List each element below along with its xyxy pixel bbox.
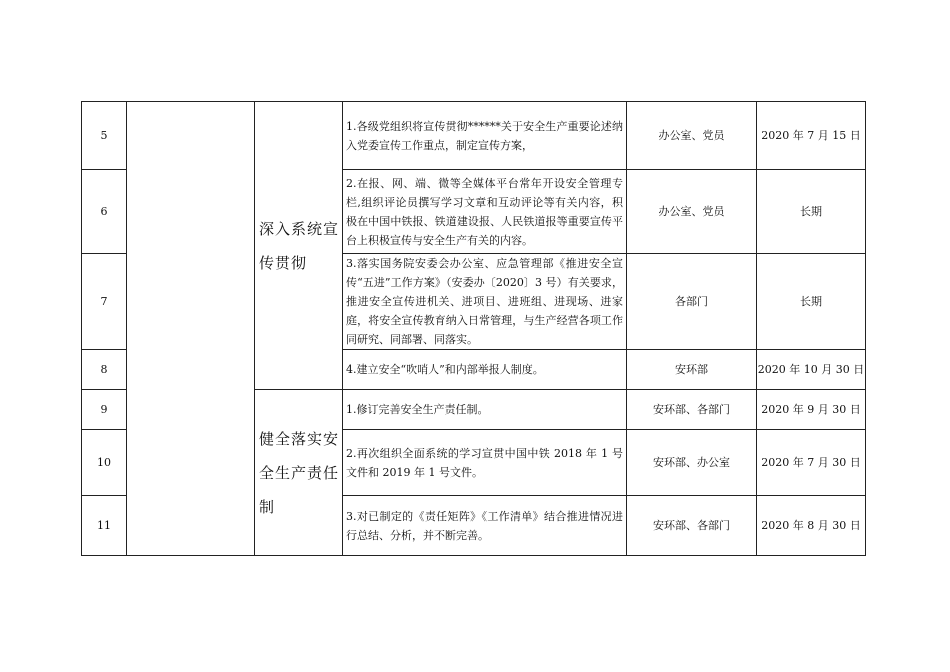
task-description: 3.落实国务院安委会办公室、应急管理部《推进安全宣传“五进”工作方案》（安委办〔2020〕3 号）有关要求，推进安全宣传进机关、进项目、进班组、进现场、进家庭，将安全宣传教育纳入日常管理，与生产经营各项工作同研究、同部署、同落实。 xyxy=(343,254,627,350)
deadline: 2020 年 10 月 30 日 xyxy=(757,350,866,390)
deadline: 长期 xyxy=(757,254,866,350)
row-number: 11 xyxy=(82,496,127,556)
task-table xyxy=(81,101,866,556)
task-description: 2.再次组织全面系统的学习宣贯中国中铁 2018 年 1 号文件和 2019 年 1 号文件。 xyxy=(343,430,627,496)
row-number: 9 xyxy=(82,390,127,430)
responsible-department: 安环部、各部门 xyxy=(627,496,757,556)
deadline: 2020 年 9 月 30 日 xyxy=(757,390,866,430)
task-description: 4.建立安全“吹哨人”和内部举报人制度。 xyxy=(343,350,627,390)
topic-label: 深入系统宣传贯彻 xyxy=(259,219,340,272)
task-description: 2.在报、网、端、微等全媒体平台常年开设安全管理专栏,组织评论员撰写学习文章和互动评论等有关内容，积极在中国中铁报、铁道建设报、人民铁道报等重要宣传平台上积极宣传与安全生产有关的内容。 xyxy=(343,170,627,254)
responsible-department: 办公室、党员 xyxy=(627,102,757,170)
row-number: 10 xyxy=(82,430,127,496)
category-cell xyxy=(127,102,255,556)
row-number: 7 xyxy=(82,254,127,350)
responsible-department: 各部门 xyxy=(627,254,757,350)
topic-cell-publicity xyxy=(255,102,343,390)
row-number: 6 xyxy=(82,170,127,254)
responsible-department: 安环部 xyxy=(627,350,757,390)
deadline: 2020 年 7 月 30 日 xyxy=(757,430,866,496)
responsible-department: 安环部、各部门 xyxy=(627,390,757,430)
topic-label: 健全落实安全生产责任制 xyxy=(259,429,340,516)
task-description: 1.各级党组织将宣传贯彻******关于安全生产重要论述纳入党委宣传工作重点，制定宣传方案， xyxy=(343,102,627,170)
deadline: 2020 年 7 月 15 日 xyxy=(757,102,866,170)
deadline: 2020 年 8 月 30 日 xyxy=(757,496,866,556)
table-row xyxy=(82,102,866,170)
responsible-department: 办公室、党员 xyxy=(627,170,757,254)
topic-cell-responsibility xyxy=(255,390,343,556)
responsible-department: 安环部、办公室 xyxy=(627,430,757,496)
row-number: 8 xyxy=(82,350,127,390)
deadline: 长期 xyxy=(757,170,866,254)
task-description: 3.对已制定的《责任矩阵》《工作清单》结合推进情况进行总结、分析，并不断完善。 xyxy=(343,496,627,556)
task-description: 1.修订完善安全生产责任制。 xyxy=(343,390,627,430)
row-number: 5 xyxy=(82,102,127,170)
